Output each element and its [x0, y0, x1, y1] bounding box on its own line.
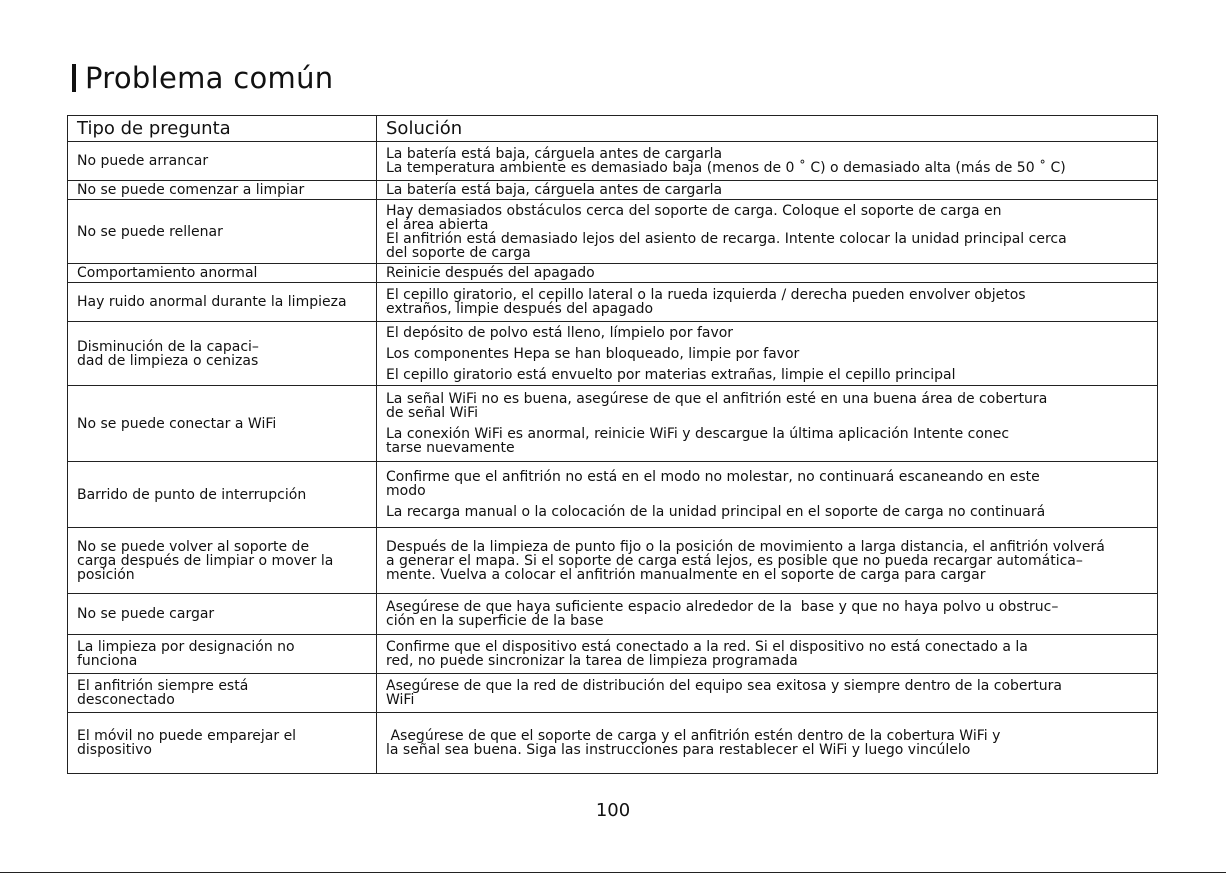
- solution-text: Hay demasiados obstáculos cerca del soporte de carga. Coloque el soporte de carga en: [386, 202, 1002, 219]
- table-row: [68, 635, 1158, 674]
- solution-text: modo: [386, 483, 426, 499]
- solution-cell: [377, 635, 1158, 674]
- table-row: [68, 386, 1158, 462]
- solution-text: La batería está baja, cárguela antes de cargarla: [386, 146, 723, 162]
- solution-cell: [377, 322, 1158, 386]
- solution-text: La temperatura ambiente es demasiado baja (menos de 0 ˚ C) o demasiado alta (más de 50 ˚ C): [386, 160, 1066, 176]
- solution-cell: [377, 181, 1158, 200]
- solution-text: Confirme que el dispositivo está conectado a la red. Si el dispositivo no está conectado a la: [386, 639, 1028, 655]
- question-cell: [68, 594, 377, 635]
- question-text: No se puede comenzar a limpiar: [77, 182, 305, 198]
- solution-text: del soporte de carga: [386, 244, 531, 261]
- question-text: posición: [77, 566, 135, 583]
- question-text: desconectado: [77, 692, 175, 708]
- table-row: [68, 181, 1158, 200]
- solution-text: a generar el mapa. Si el soporte de carga está lejos, es posible que no pueda recargar automática–: [386, 552, 1083, 569]
- solution-text: WiFi: [386, 692, 415, 708]
- solution-cell: [377, 713, 1158, 774]
- solution-text: Confirme que el anfitrión no está en el modo no molestar, no continuará escaneando en este: [386, 469, 1040, 485]
- question-cell: [68, 283, 377, 322]
- header-question: Tipo de pregunta: [68, 116, 377, 142]
- table-row: [68, 322, 1158, 386]
- solution-text: la señal sea buena. Siga las instrucciones para restablecer el WiFi y luego vincúlelo: [386, 742, 971, 758]
- solution-text: Reinicie después del apagado: [386, 265, 595, 281]
- question-text: Comportamiento anormal: [77, 265, 258, 281]
- question-cell: [68, 200, 377, 264]
- solution-cell: [377, 386, 1158, 462]
- solution-text: El anfitrión está demasiado lejos del asiento de recarga. Intente colocar la unidad principal cerca: [386, 230, 1067, 247]
- question-text: No se puede rellenar: [77, 223, 223, 240]
- question-text: funciona: [77, 653, 138, 669]
- question-text: carga después de limpiar o mover la: [77, 552, 334, 569]
- page-title: Problema común: [85, 61, 334, 95]
- footer-rule: [0, 872, 1226, 873]
- question-cell: [68, 674, 377, 713]
- solution-text: ción en la superficie de la base: [386, 613, 604, 629]
- solution-text: La recarga manual o la colocación de la unidad principal en el soporte de carga no continuará: [386, 504, 1046, 520]
- solution-text: tarse nuevamente: [386, 440, 515, 456]
- solution-text: El cepillo giratorio está envuelto por materias extrañas, limpie el cepillo principal: [386, 366, 956, 383]
- question-text: No se puede cargar: [77, 606, 215, 622]
- solution-text: red, no puede sincronizar la tarea de limpieza programada: [386, 653, 798, 669]
- question-text: dad de limpieza o cenizas: [77, 352, 259, 369]
- question-text: No se puede volver al soporte de: [77, 538, 310, 555]
- heading-bar: [72, 64, 76, 92]
- solution-cell: [377, 528, 1158, 594]
- solution-text: extraños, limpie después del apagado: [386, 301, 654, 317]
- question-text: Barrido de punto de interrupción: [77, 486, 307, 503]
- table-row: [68, 200, 1158, 264]
- solution-cell: [377, 594, 1158, 635]
- solution-text: Los componentes Hepa se han bloqueado, limpie por favor: [386, 345, 800, 362]
- solution-cell: [377, 674, 1158, 713]
- table-row: [68, 264, 1158, 283]
- solution-text: La batería está baja, cárguela antes de cargarla: [386, 182, 723, 198]
- question-cell: [68, 181, 377, 200]
- table-row: [68, 528, 1158, 594]
- solution-text: de señal WiFi: [386, 405, 478, 421]
- table-row: [68, 594, 1158, 635]
- solution-text: La conexión WiFi es anormal, reinicie WiFi y descargue la última aplicación Intente conec: [386, 426, 1010, 442]
- solution-text: El cepillo giratorio, el cepillo lateral o la rueda izquierda / derecha pueden envolver objetos: [386, 287, 1026, 303]
- solution-text: Asegúrese de que la red de distribución del equipo sea exitosa y siempre dentro de la cobertura: [386, 678, 1062, 694]
- table-row: [68, 462, 1158, 528]
- question-text: No se puede conectar a WiFi: [77, 415, 277, 432]
- question-cell: [68, 264, 377, 283]
- question-cell: [68, 386, 377, 462]
- solution-cell: [377, 200, 1158, 264]
- question-cell: [68, 635, 377, 674]
- question-text: Disminución de la capaci–: [77, 338, 259, 355]
- question-cell: [68, 528, 377, 594]
- solution-text: Asegúrese de que haya suficiente espacio alrededor de la base y que no haya polvo u obstruc–: [386, 599, 1059, 615]
- solution-text: el área abierta: [386, 216, 489, 233]
- solution-text: Después de la limpieza de punto fijo o la posición de movimiento a larga distancia, el anfitrión volverá: [386, 538, 1105, 555]
- solution-cell: [377, 142, 1158, 181]
- solution-cell: [377, 264, 1158, 283]
- solution-text: El depósito de polvo está lleno, límpielo por favor: [386, 324, 734, 341]
- question-text: dispositivo: [77, 742, 152, 758]
- solution-text: Asegúrese de que el soporte de carga y el anfitrión estén dentro de la cobertura WiFi y: [386, 728, 1001, 744]
- question-cell: [68, 462, 377, 528]
- question-cell: [68, 142, 377, 181]
- page-number: 100: [595, 800, 631, 821]
- question-cell: [68, 713, 377, 774]
- header-solution: Solución: [377, 116, 1158, 142]
- solution-text: mente. Vuelva a colocar el anfitrión manualmente en el soporte de carga para cargar: [386, 566, 986, 583]
- question-text: El móvil no puede emparejar el: [77, 728, 297, 744]
- question-text: Hay ruido anormal durante la limpieza: [77, 294, 347, 310]
- table-row: [68, 142, 1158, 181]
- troubleshooting-table: [67, 115, 1158, 774]
- question-text: No puede arrancar: [77, 153, 209, 169]
- solution-text: La señal WiFi no es buena, asegúrese de que el anfitrión esté en una buena área de cobertura: [386, 391, 1048, 407]
- page-heading: [72, 58, 333, 98]
- solution-cell: [377, 462, 1158, 528]
- table-row: [68, 713, 1158, 774]
- question-text: La limpieza por designación no: [77, 639, 295, 655]
- question-text: El anfitrión siempre está: [77, 678, 249, 694]
- question-cell: [68, 322, 377, 386]
- table-row: [68, 674, 1158, 713]
- solution-cell: [377, 283, 1158, 322]
- table-row: [68, 283, 1158, 322]
- table-header-row: [68, 116, 1158, 142]
- table-body: [68, 142, 1158, 774]
